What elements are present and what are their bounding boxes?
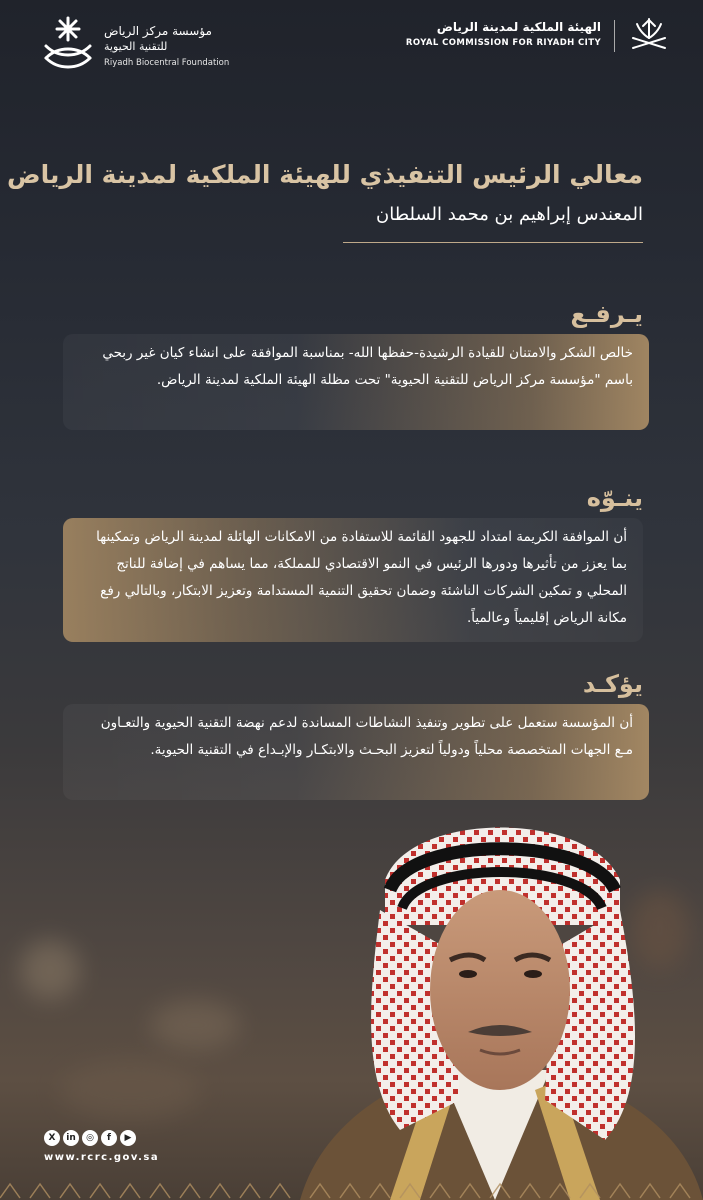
section-text: أن الموافقة الكريمة امتداد للجهود القائمة للاستفادة من الامكانات الهائلة لمدينة الرياض وتمكينها بما يعزز من تأثيرها ودورها الرئيس في النمو الاقتصادي للمملكة، مما يساهم في إضافة للناتج المحلي و تمكين الشركات الناشئة وضمان تحقيق التنمية المستدامة وتعزيز الابتكار، وبالتالي رفع مكانة الرياض إقليمياً وعالمياً.: [96, 529, 627, 626]
instagram-icon[interactable]: ◎: [82, 1130, 98, 1146]
page-subtitle: المعندس إبراهيم بن محمد السلطان: [376, 204, 643, 225]
logo-name-ar-line2: للتقنية الحيوية: [104, 40, 168, 53]
section-heading-notes: ينـوّه: [586, 484, 643, 512]
logo-name-ar-line1: مؤسسة مركز الرياض: [104, 24, 212, 38]
facebook-icon[interactable]: f: [101, 1130, 117, 1146]
title-divider: [343, 242, 643, 243]
riyadh-biocentral-logo: [40, 14, 230, 84]
logo-name-en: Riyadh Biocentral Foundation: [104, 58, 230, 68]
background-light: [60, 1060, 200, 1120]
royal-commission-logo: [405, 16, 671, 56]
background-light: [150, 1000, 240, 1050]
section-text: خالص الشكر والامتنان للقيادة الرشيدة-حفظها الله- بمناسبة الموافقة على انشاء كيان غير ربحي باسم "مؤسسة مركز الرياض للتقنية الحيوية" تحت مظلة الهيئة الملكية لمدينة الرياض.: [102, 345, 633, 388]
header: [0, 0, 703, 90]
portrait-photo: [290, 800, 703, 1200]
social-links: [44, 1130, 136, 1146]
section-card-confirms: [63, 704, 649, 800]
section-heading-raises: يـرفـع: [570, 300, 643, 328]
youtube-icon[interactable]: ▶: [120, 1130, 136, 1146]
x-icon[interactable]: X: [44, 1130, 60, 1146]
section-text: أن المؤسسة ستعمل على تطوير وتنفيذ النشاطات المساندة لدعم نهضة التقنية الحيوية والتعـاون مـع الجهات المتخصصة محلياً ودولياً لتعزيز البحـث والابتكـار والإبـداع في التقنية الحيوية.: [100, 715, 633, 758]
page-title: معالي الرئيس التنفيذي للهيئة الملكية لمدينة الرياض: [7, 160, 643, 189]
logo-divider: [614, 20, 615, 52]
section-heading-confirms: يؤكـد: [582, 670, 643, 698]
linkedin-icon[interactable]: in: [63, 1130, 79, 1146]
section-card-raises: [63, 334, 649, 430]
rcrc-name-en: ROYAL COMMISSION FOR RIYADH CITY: [405, 38, 601, 48]
biocentral-logo-icon: [40, 14, 96, 76]
section-card-notes: [63, 518, 643, 642]
saudi-emblem-icon: [627, 16, 671, 56]
rcrc-name-ar: الهيئة الملكية لمدينة الرياض: [436, 20, 601, 34]
decorative-pattern: [0, 1178, 703, 1200]
website-link[interactable]: www.rcrc.gov.sa: [44, 1152, 160, 1163]
background-light: [20, 940, 80, 1000]
